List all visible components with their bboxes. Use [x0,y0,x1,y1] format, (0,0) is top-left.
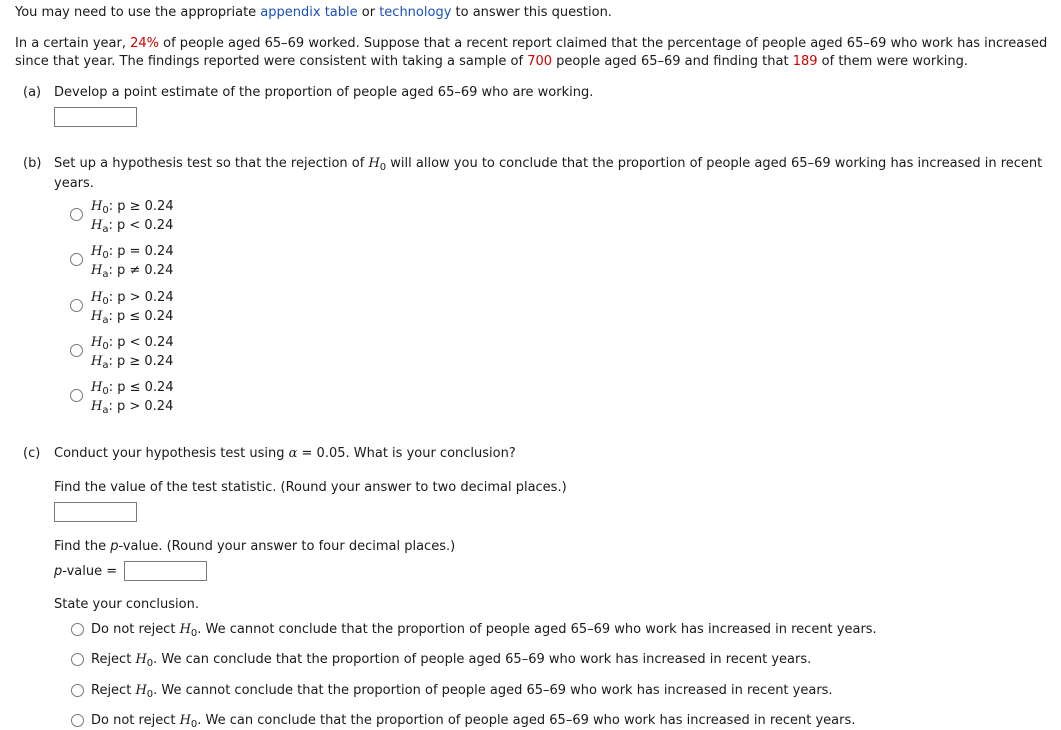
conclusion-option-text: Do not reject $H_0$. We cannot conclude that the proportion of people aged 65–69 who work has increased in recent years. [91,622,877,639]
hypothesis-ha-line: $H_a$: p ≤ 0.24 [91,309,174,326]
part-b-question: Set up a hypothesis test so that the rejection of $H_0$ will allow you to conclude that the proportion of people aged 65–69 working has increased in recent [54,156,1043,173]
hypothesis-h0-line: $H_0$: p ≤ 0.24 [91,380,174,397]
conclusion-option-radio[interactable] [71,623,84,636]
part-b-question-cont: years. [54,176,94,191]
technology-link[interactable]: technology [379,5,452,20]
part-c-label: (c) [23,446,41,461]
p-value-question: Find the p-value. (Round your answer to four decimal places.) [54,539,456,554]
hypothesis-option-radio[interactable] [70,299,83,312]
test-statistic-question: Find the value of the test statistic. (Round your answer to two decimal places.) [54,480,567,495]
hypothesis-option-radio[interactable] [70,208,83,221]
test-statistic-input[interactable] [54,502,137,522]
conclusion-option-radio[interactable] [71,684,84,697]
problem-line-1: In a certain year, 24% of people aged 65–69 worked. Suppose that a recent report claimed that the percentage of people aged 65–69 who work has increased [15,36,1048,51]
point-estimate-input[interactable] [54,107,137,127]
hypothesis-ha-line: $H_a$: p < 0.24 [91,218,174,235]
conclusion-option-radio[interactable] [71,653,84,666]
conclusion-option-text: Reject $H_0$. We can conclude that the proportion of people aged 65–69 who work has increased in recent years. [91,652,812,669]
problem-line-2: since that year. The findings reported were consistent with taking a sample of 700 people aged 65–69 and finding that 189 of them were working. [15,54,968,69]
hypothesis-h0-line: $H_0$: p = 0.24 [91,244,174,261]
part-c-question: Conduct your hypothesis test using α = 0.05. What is your conclusion? [54,446,516,461]
hypothesis-ha-line: $H_a$: p > 0.24 [91,399,174,416]
part-a-label: (a) [23,85,42,100]
conclusion-option-radio[interactable] [71,714,84,727]
hypothesis-ha-line: $H_a$: p ≥ 0.24 [91,354,174,371]
part-b-label: (b) [23,156,42,171]
conclusion-option-text: Reject $H_0$. We cannot conclude that the proportion of people aged 65–69 who work has increased in recent years. [91,683,833,700]
hypothesis-option-radio[interactable] [70,253,83,266]
p-value-label: p-value = [54,564,118,579]
conclusion-label: State your conclusion. [54,597,199,612]
hypothesis-ha-line: $H_a$: p ≠ 0.24 [91,263,174,280]
percent-value: 24% [130,36,160,51]
working-count: 189 [792,54,818,69]
conclusion-option-text: Do not reject $H_0$. We can conclude that the proportion of people aged 65–69 who work has increased in recent years. [91,713,856,730]
appendix-table-link[interactable]: appendix table [260,5,358,20]
hypothesis-h0-line: $H_0$: p ≥ 0.24 [91,199,174,216]
hypothesis-option-radio[interactable] [70,344,83,357]
part-a-question: Develop a point estimate of the proportion of people aged 65–69 who are working. [54,85,594,100]
hypothesis-h0-line: $H_0$: p > 0.24 [91,290,174,307]
p-value-input[interactable] [124,561,207,581]
sample-size: 700 [527,54,553,69]
intro-text: You may need to use the appropriate appendix table or technology to answer this question. [15,5,612,20]
hypothesis-option-radio[interactable] [70,389,83,402]
hypothesis-h0-line: $H_0$: p < 0.24 [91,335,174,352]
